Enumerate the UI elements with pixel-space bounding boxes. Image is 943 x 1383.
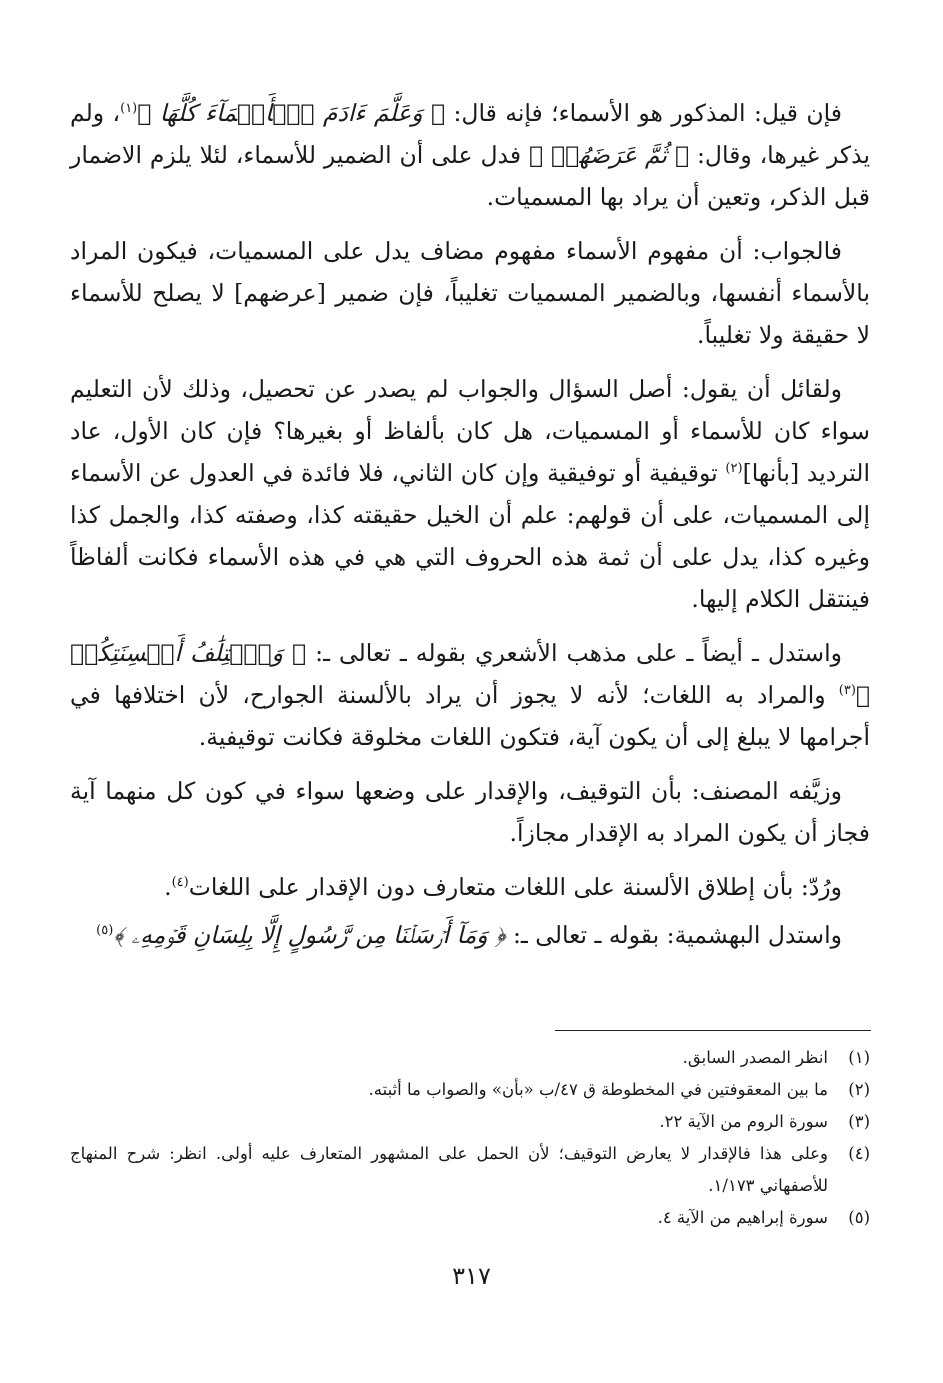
- main-text: [70, 92, 870, 968]
- paragraph-5: وزيَّفه المصنف: بأن التوقيف، والإقدار على وضعها سواء في كون كل منهما آية فجاز أن يكون المراد به الإقدار مجازاً.: [70, 777, 870, 847]
- paragraph-3: [70, 368, 870, 620]
- footnote-text: سورة إبراهيم من الآية ٤.: [657, 1208, 828, 1227]
- footnote-number: (٣): [848, 1112, 870, 1131]
- paragraph-text: .: [164, 873, 172, 901]
- footnote-2: [70, 1074, 870, 1106]
- quran-verse: ﴿ وَعَلَّمَ ءَادَمَ ٱلۡأَسۡمَآءَ كُلَّهَا ﴾: [137, 99, 446, 127]
- footnote-3: [70, 1106, 870, 1138]
- paragraph-text: ولقائل أن يقول: أصل السؤال والجواب لم يصدر عن تحصيل، وذلك لأن التعليم سواء كان للأسماء أو المسميات، هل كان بألفاظ أو بغيرها؟ فإن كان الأول، عاد الترديد [بأنها]: [70, 375, 870, 487]
- paragraph-text: ، ولم يذكر غيرها، وقال:: [70, 99, 870, 169]
- page-number: ٣١٧: [452, 1262, 491, 1290]
- footnote-text: وعلى هذا فالإقدار لا يعارض التوقيف؛ لأن الحمل على المشهور المتعارف عليه أولى. انظر: شرح المنهاج للأصفهاني ١/١٧٣.: [70, 1144, 828, 1195]
- paragraph-4: [70, 632, 870, 758]
- footnote-ref: (٥): [96, 923, 114, 939]
- paragraph-1: [70, 92, 870, 218]
- paragraph-text: ورُدّ: بأن إطلاق الألسنة على اللغات متعارف دون الإقدار على اللغات: [188, 873, 842, 901]
- footnote-1: [70, 1042, 870, 1074]
- footnote-number: (٢): [848, 1080, 870, 1099]
- paragraph-7: [70, 914, 870, 956]
- footnote-text: سورة الروم من الآية ٢٢.: [659, 1112, 828, 1131]
- footnote-text: انظر المصدر السابق.: [682, 1048, 828, 1067]
- quran-verse: ﴿ ثُمَّ عَرَضَهُمۡ ﴾: [529, 141, 690, 169]
- footnote-number: (١): [848, 1048, 870, 1067]
- footnote-number: (٥): [848, 1208, 870, 1227]
- footnote-text: ما بين المعقوفتين في المخطوطة ق ٤٧/ب «بأن» والصواب ما أثبته.: [368, 1080, 828, 1099]
- footnotes: [70, 1042, 870, 1234]
- paragraph-text: فإن قيل: المذكور هو الأسماء؛ فإنه قال:: [445, 99, 843, 127]
- paragraph-text: فدل على أن الضمير للأسماء، لئلا يلزم الاضمار قبل الذكر، وتعين أن يراد بها المسميات.: [70, 141, 870, 211]
- footnote-ref: (٣): [838, 683, 856, 699]
- quran-verse: ﴿ وَمَآ أَرۡسَلۡنَا مِن رَّسُولٍ إِلَّا بِلِسَانِ قَوۡمِهِۦ ﴾: [113, 921, 506, 949]
- paragraph-text: والمراد به اللغات؛ لأنه لا يجوز أن يراد بالألسنة الجوارح، لأن اختلافها في أجرامها لا يبلغ إلى أن يكون آية، فتكون اللغات مخلوقة فكانت توقيفية.: [70, 681, 870, 751]
- quran-verse: ﴿ وَٱخۡتِلَٰفُ أَلۡسِنَتِكُمۡ ﴾: [70, 639, 870, 709]
- footnote-ref: (١): [120, 101, 138, 117]
- paragraph-text: واستدل البهشمية: بقوله ـ تعالى ـ:: [505, 921, 842, 949]
- footnote-number: (٤): [848, 1144, 870, 1163]
- footnote-4: [70, 1138, 870, 1202]
- paragraph-6: [70, 866, 870, 908]
- footnote-5: [70, 1202, 870, 1234]
- footnote-ref: (٢): [725, 461, 743, 477]
- footnote-ref: (٤): [171, 875, 189, 891]
- paragraph-text: توقيفية أو توفيقية وإن كان الثاني، فلا فائدة في العدول عن الأسماء إلى المسميات، على أن قولهم: علم أن الخيل حقيقته كذا، وصفته كذا، والجمل كذا وغيره كذا، يدل على أن ثمة هذه الحروف التي هي في هذه الأسماء فكانت ألفاظاً فينتقل الكلام إليها.: [70, 459, 870, 613]
- paragraph-text: واستدل ـ أيضاً ـ على مذهب الأشعري بقوله ـ تعالى ـ:: [306, 639, 842, 667]
- paragraph-2: فالجواب: أن مفهوم الأسماء مفهوم مضاف يدل على المسميات، فيكون المراد بالأسماء أنفسها، وبالضمير المسميات تغليباً، فإن ضمير [عرضهم] لا يصلح للأسماء لا حقيقة ولا تغليباً.: [70, 237, 870, 349]
- footnote-separator: [555, 1030, 871, 1031]
